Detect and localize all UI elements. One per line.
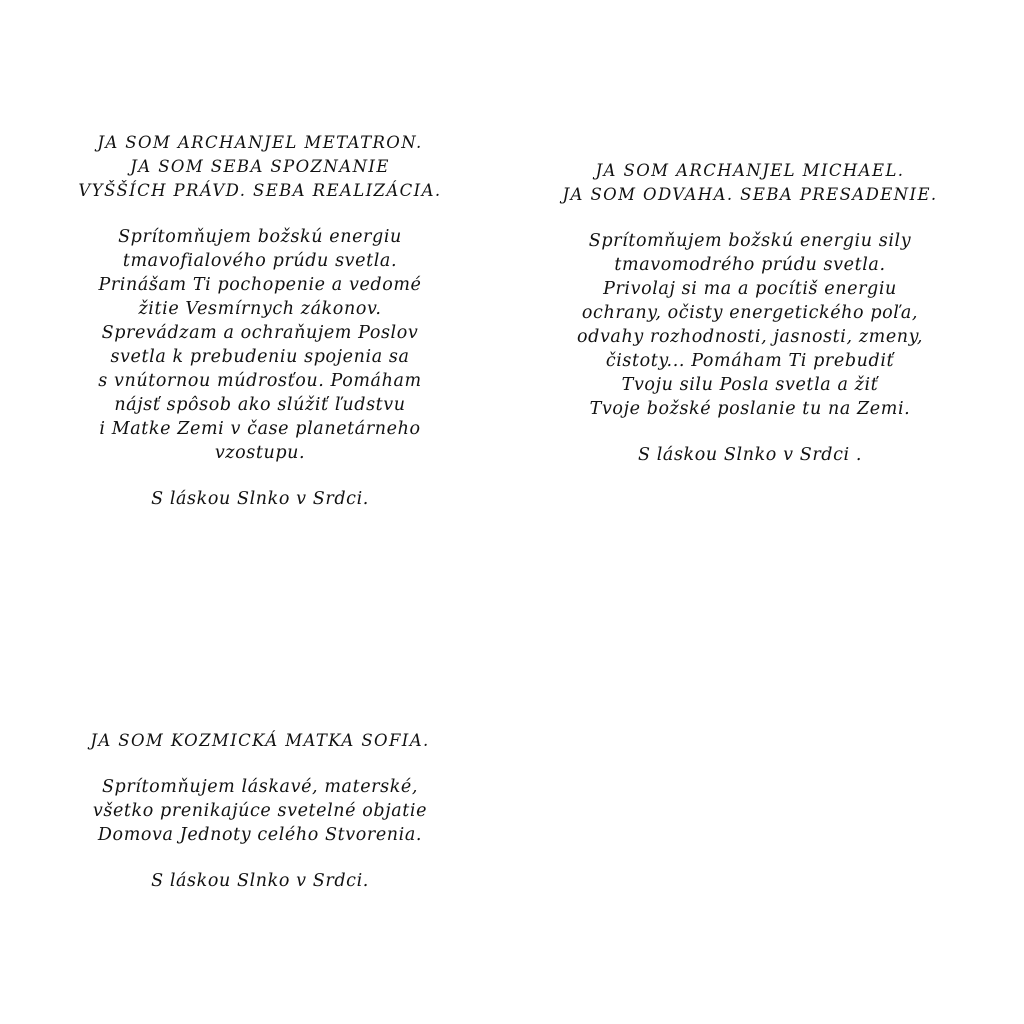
heading-line: JA SOM ARCHANJEL MICHAEL. [595, 161, 905, 180]
body-line: Privolaj si ma a pocítiš energiu [603, 279, 897, 299]
body-line: svetla k prebudeniu spojenia sa [110, 347, 410, 367]
body-line: Domova Jednoty celého Stvorenia. [97, 825, 423, 845]
heading-line: JA SOM KOZMICKÁ MATKA SOFIA. [90, 731, 430, 750]
body-line: Sprítomňujem božskú energiu sily [588, 231, 912, 251]
signature: S láskou Slnko v Srdci. [151, 871, 369, 891]
body-line: i Matke Zemi v čase planetárneho [99, 419, 421, 439]
signature: S láskou Slnko v Srdci. [151, 489, 369, 509]
heading-line: JA SOM ARCHANJEL METATRON. [97, 133, 423, 152]
body-line: Tvoje božské poslanie tu na Zemi. [589, 399, 911, 419]
card-metatron [60, 131, 460, 511]
body-line: s vnútornou múdrosťou. Pomáham [98, 371, 422, 391]
body-line: ochrany, očisty energetického poľa, [581, 303, 919, 323]
card-heading [535, 159, 965, 207]
card-body [60, 225, 460, 465]
body-line: čistoty... Pomáham Ti prebudiť [605, 351, 895, 371]
body-line: tmavomodrého prúdu svetla. [614, 255, 886, 275]
body-line: Sprítomňujem božskú energiu [118, 227, 402, 247]
card-sofia [55, 729, 465, 893]
body-line: Prinášam Ti pochopenie a vedomé [98, 275, 422, 295]
card-body [55, 775, 465, 847]
body-line: Tvoju silu Posla svetla a žiť [621, 375, 879, 395]
card-michael [535, 159, 965, 467]
body-line: nájsť spôsob ako slúžiť ľudstvu [114, 395, 406, 415]
body-line: odvahy rozhodnosti, jasnosti, zmeny, [577, 327, 923, 347]
body-line: Sprevádzam a ochraňujem Poslov [101, 323, 419, 343]
heading-line: JA SOM ODVAHA. SEBA PRESADENIE. [562, 185, 938, 204]
body-line: Sprítomňujem láskavé, materské, [101, 777, 419, 797]
body-line: všetko prenikajúce svetelné objatie [92, 801, 428, 821]
heading-line: VYŠŠÍCH PRÁVD. SEBA REALIZÁCIA. [78, 181, 442, 200]
signature: S láskou Slnko v Srdci . [637, 445, 863, 465]
card-heading [55, 729, 465, 753]
body-line: žitie Vesmírnych zákonov. [138, 299, 382, 319]
heading-line: JA SOM SEBA SPOZNANIE [130, 157, 390, 176]
body-line: tmavofialového prúdu svetla. [122, 251, 398, 271]
body-line: vzostupu. [214, 443, 306, 463]
card-heading [60, 131, 460, 203]
card-body [535, 229, 965, 421]
